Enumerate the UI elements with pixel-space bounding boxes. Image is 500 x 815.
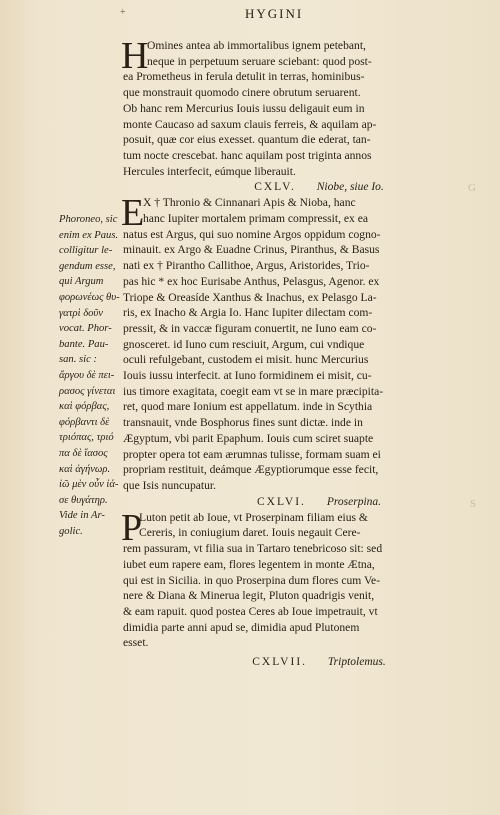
- text-line: dimidia parte anni apud se, dimidia apud Plutonem: [123, 620, 360, 634]
- page-title: HYGINI: [245, 6, 304, 21]
- fable-proserpina: [121, 506, 475, 651]
- fable-title: Triptolemus.: [327, 656, 386, 669]
- dropcap: E: [121, 192, 145, 235]
- text-line: Triope & Oreasíde Xanthus & Inachus, ex Pelasgo La-: [123, 290, 377, 304]
- text-line: hanc Iupiter mortalem primam compressit, ex ea: [143, 212, 369, 226]
- text-line: qui est in Sicilia. in quo Proserpina dum flores cum Ve-: [123, 573, 381, 587]
- margin-line: πα δὲ ἴασος: [59, 447, 108, 459]
- header-mark: +: [120, 7, 126, 18]
- text-line: ret, quod mare Ionium est appellatum. inde in Scythia: [123, 400, 373, 414]
- text-line: propriam restituit, deámque Ægyptiorumque esse fecit,: [123, 463, 379, 477]
- text-line: transnauit, vnde Bosphorus fines sunt dictæ. inde in: [123, 416, 363, 430]
- text-line: nere & Diana & Minerua legit, Pluton quadrigis venit,: [123, 589, 375, 603]
- fable-title: Proserpina.: [326, 495, 382, 508]
- margin-line: qui Argum: [59, 276, 104, 288]
- text-line: rem passuram, vt filia sua in Tartaro tenebricoso sit: sed: [123, 542, 383, 556]
- text-line: Hercules interfecit, eúmque liberauit.: [123, 164, 296, 178]
- text-line: que monstrauit quomodo cinere obrutum seruarent.: [123, 86, 361, 100]
- text-line: nati ex † Pirantho Callithoe, Argus, Aristorides, Trio-: [123, 259, 370, 273]
- text-line: Ob hanc rem Mercurius Iouis iussu deligauit eum in: [123, 101, 365, 115]
- text-line: natus est Argus, qui suo nomine Argos oppidum cogno-: [123, 227, 381, 241]
- margin-line: φόρβαντι δὲ: [59, 416, 110, 428]
- fable-heading: [123, 495, 478, 510]
- show-through-text: G: [468, 182, 477, 194]
- fable-heading: [123, 655, 475, 670]
- text-line: Ægyptum, vbi parit Epaphum. Iouis cum sciret suapte: [123, 431, 374, 445]
- text-line: posuit, quæ cor eius exesset. quantum die ederat, tan-: [123, 133, 371, 147]
- margin-line: φορωνέως θυ-: [59, 291, 120, 303]
- running-header: [0, 6, 500, 22]
- margin-line: enim ex Paus.: [59, 229, 119, 241]
- text-line: iubet eum rapere eam, flores legentem in monte Ætna,: [123, 557, 375, 571]
- fable-number: CXLVII.: [252, 656, 308, 669]
- margin-line: golic.: [59, 525, 83, 537]
- margin-line: san. sic :: [59, 354, 97, 366]
- margin-line: Phoroneo, sic: [59, 214, 118, 225]
- margin-line: bante. Pau-: [59, 338, 109, 350]
- margin-line: καὶ ἀγήνωρ.: [59, 463, 111, 475]
- margin-line: ἰῶ μὲν οὖν ἰά-: [59, 479, 119, 491]
- text-line: gnosceret. id Iuno cum resciuit, Argum, cui vndique: [123, 337, 365, 351]
- fable-prometheus: [121, 35, 475, 179]
- text-line: oculi refulgebant, custodem ei misit. hunc Mercurius: [123, 353, 369, 367]
- text-line: tum nocte crescebat. hanc aquilam post triginta annos: [123, 148, 372, 162]
- show-through-text: S: [470, 498, 478, 510]
- text-line: Luton petit ab Ioue, vt Proserpinam filiam eius &: [139, 510, 368, 524]
- text-line: Iouis iussu interfecit. at Iuno formidinem ei misit, cu-: [123, 369, 372, 383]
- text-line: Cereris, in coniugium daret. Iouis negauit Cere-: [139, 526, 361, 540]
- text-line: X † Thronio & Cinnanari Apis & Nioba, hanc: [143, 196, 356, 210]
- text-line: ius timore exagitata, coegit eam vt se in mare præcipita-: [123, 384, 384, 398]
- text-line: propter opera tot eam ærumnas tulisse, formam suam ei: [123, 447, 381, 461]
- fable-number: CXLVI.: [256, 495, 306, 508]
- text-line: neque in perpetuum seruare sciebant: quod post-: [147, 54, 372, 68]
- text-line: que Isis nuncupatur.: [123, 478, 217, 492]
- margin-line: colligitur le-: [59, 245, 113, 257]
- fable-niobe: [121, 192, 475, 493]
- text-line: Omines antea ab immortalibus ignem petebant,: [147, 39, 366, 52]
- text-line: monte Caucaso ad saxum clauis ferreis, & aquilam ap-: [123, 117, 377, 131]
- text-line: pas hic * ex hoc Eurisabe Anthus, Pelasgus, Agenor. ex: [123, 274, 380, 288]
- fable-number: CXLV.: [254, 181, 296, 194]
- margin-line: γατρὶ δοῦν: [59, 307, 103, 319]
- text-line: pressit, & in vaccæ figuram conuertit, ne Iuno eam co-: [123, 321, 377, 335]
- margin-line: Vide in Ar-: [59, 510, 105, 522]
- text-line: ris, ex Inacho & Argia Io. Hanc Iupiter dilectam com-: [123, 306, 373, 320]
- margin-line: ἄργου δὲ πει-: [59, 369, 115, 381]
- margin-note: [59, 212, 121, 539]
- margin-line: gendum esse,: [59, 260, 116, 272]
- text-line: esset.: [123, 636, 149, 650]
- fable-title: Niobe, siue Io.: [316, 181, 384, 194]
- dropcap: H: [121, 35, 149, 77]
- margin-line: vocat. Phor-: [59, 323, 112, 335]
- margin-line: τριόπας, τριό: [59, 432, 114, 444]
- text-line: & eam rapuit. quod postea Ceres ab Ioue impetrauit, vt: [123, 604, 378, 618]
- dropcap: P: [121, 506, 143, 549]
- text-line: minauit. ex Argo & Euadne Crinus, Piranthus, & Basus: [123, 243, 380, 257]
- main-text: [121, 35, 478, 670]
- text-line: ea Prometheus in ferula detulit in terras, hominibus-: [123, 70, 365, 84]
- margin-line: σε θυγάτηρ.: [59, 494, 108, 506]
- fable-heading: [123, 180, 475, 195]
- margin-line: καὶ φόρβας,: [59, 401, 110, 413]
- margin-line: ρασος γίνεται: [59, 385, 116, 397]
